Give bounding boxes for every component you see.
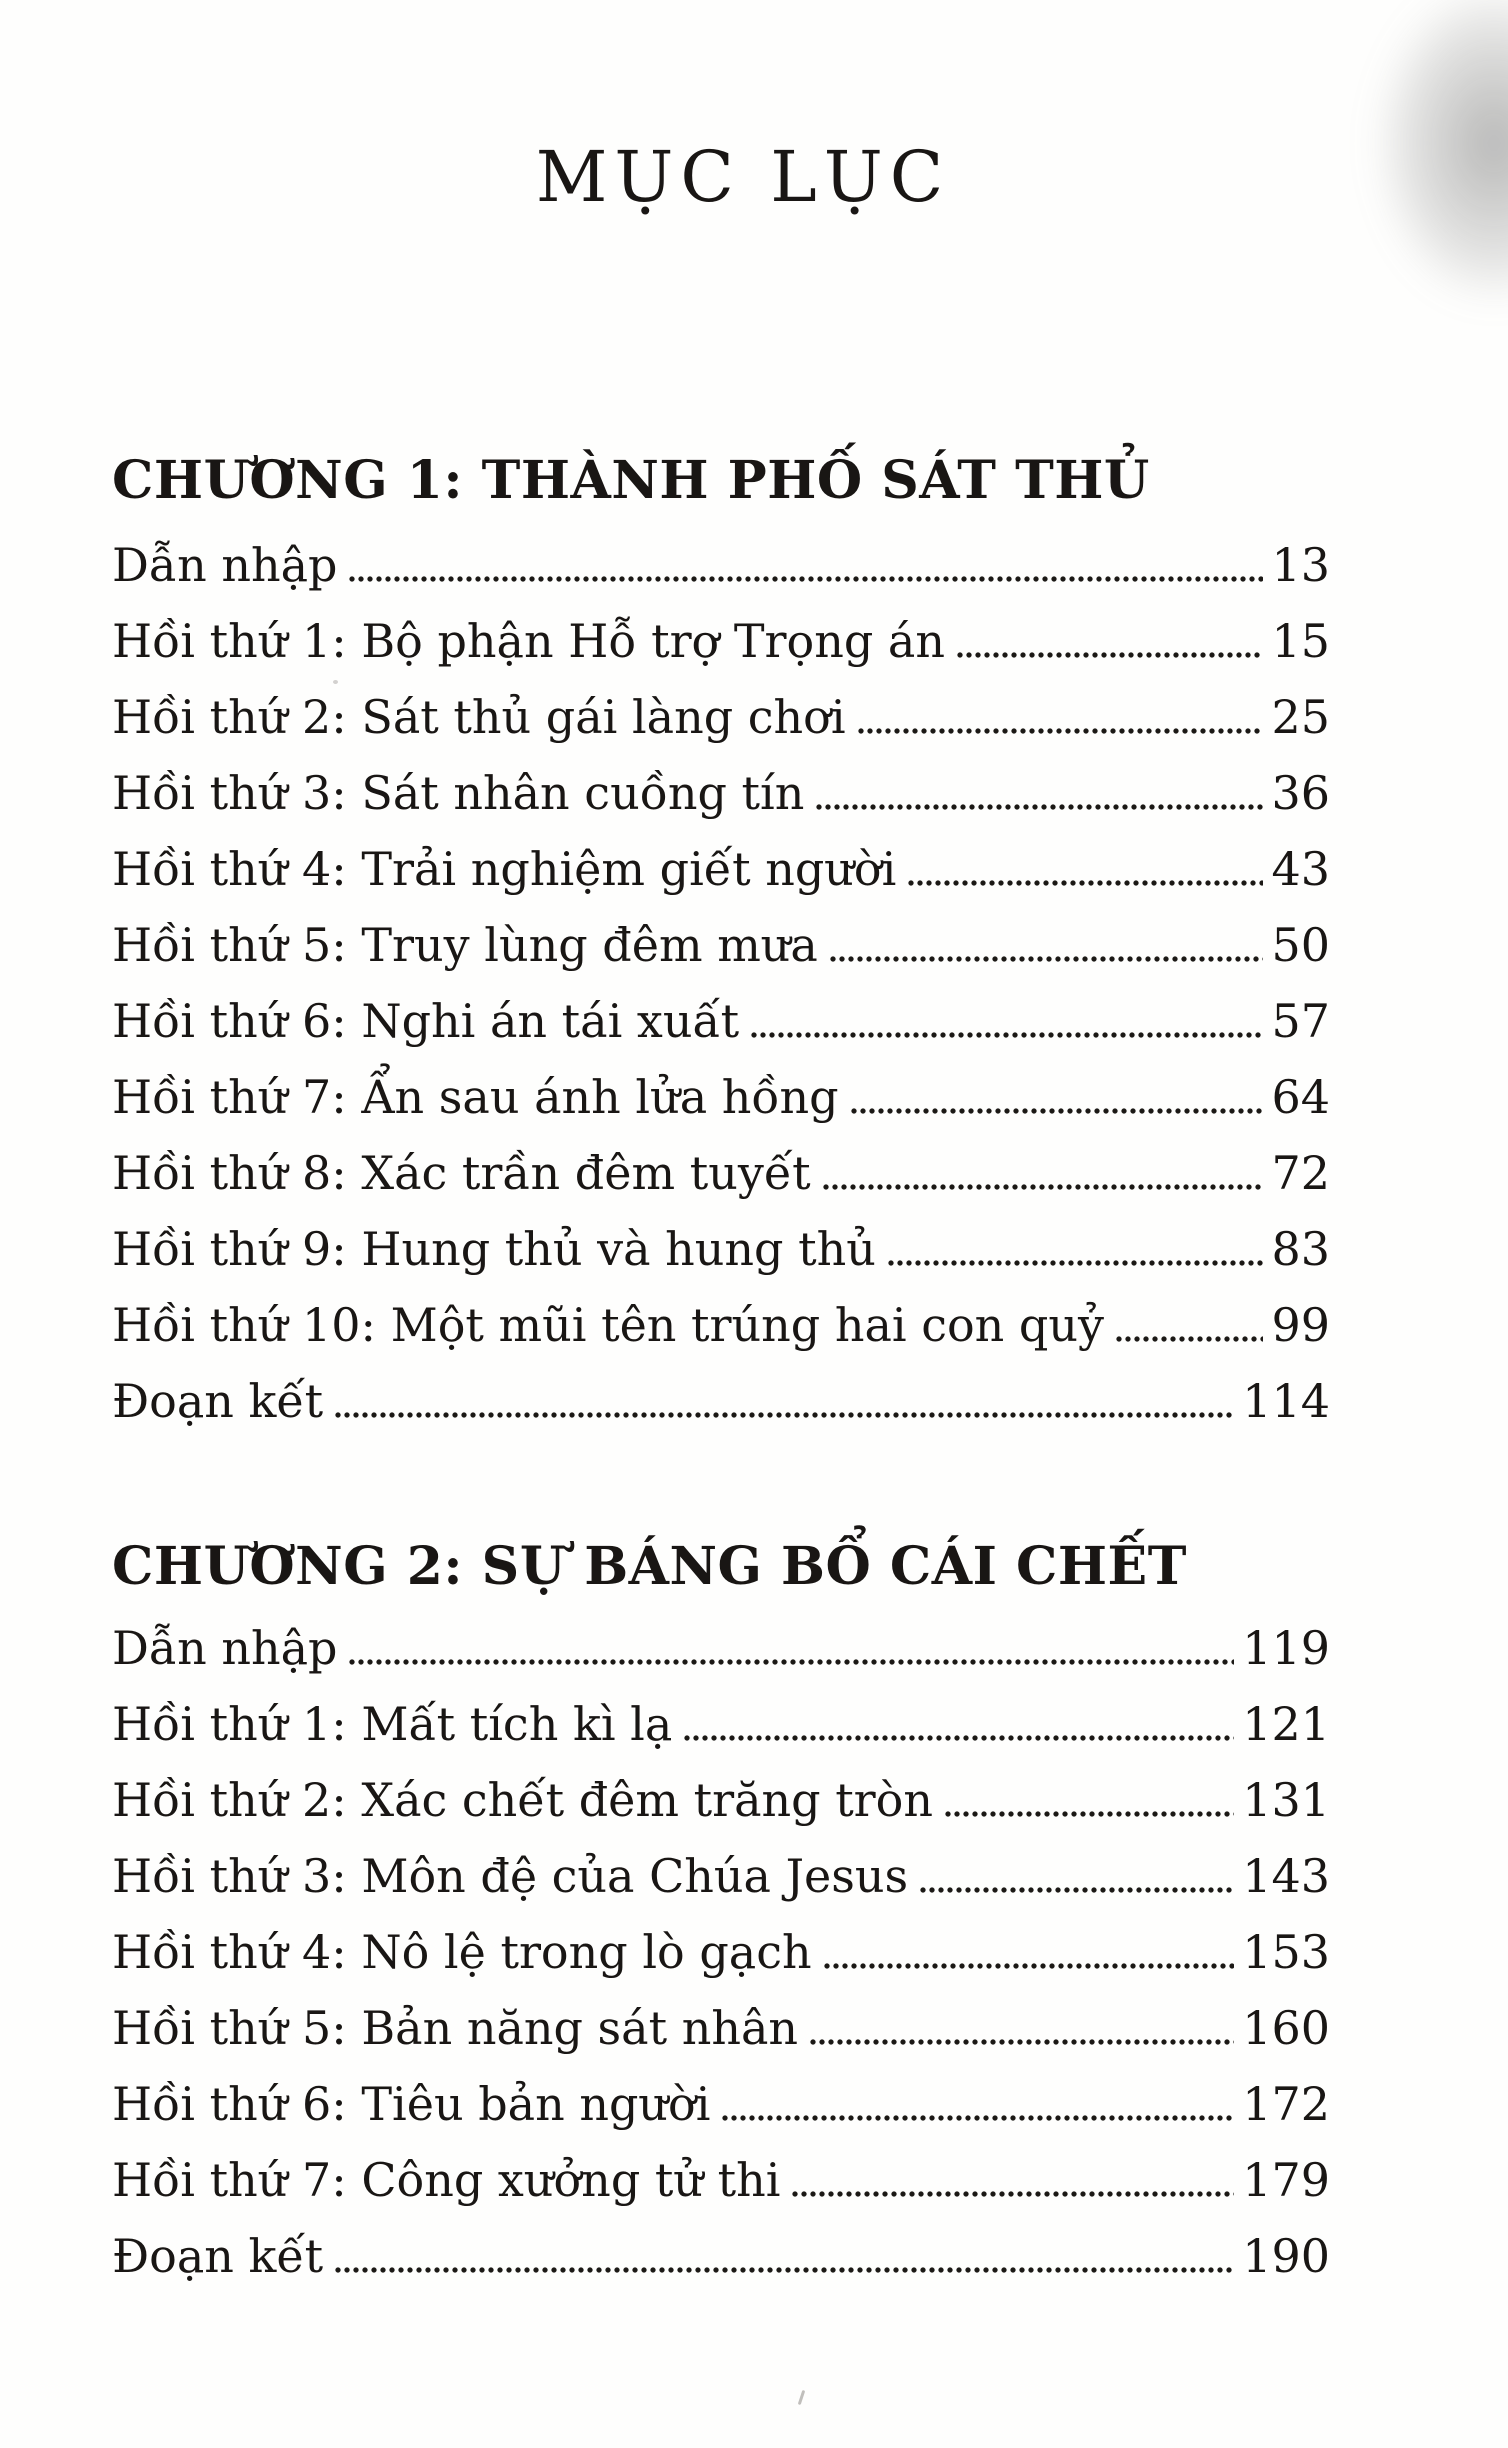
toc-entry-label: Hồi thứ 8: Xác trần đêm tuyết <box>112 1146 811 1201</box>
dotted-leader <box>888 1260 1264 1266</box>
toc-entry-label: Hồi thứ 7: Công xưởng tử thi <box>112 2152 781 2207</box>
toc-entry <box>112 593 1330 669</box>
toc-entry-label: Hồi thứ 9: Hung thủ và hung thủ <box>112 1222 876 1277</box>
toc-entry-label: Hồi thứ 3: Môn đệ của Chúa Jesus <box>112 1848 909 1903</box>
toc-entry-page: 50 <box>1271 918 1330 973</box>
toc-entry-label: Hồi thứ 1: Mất tích kì lạ <box>112 1696 673 1751</box>
dotted-leader <box>858 728 1264 734</box>
toc-entry-page: 43 <box>1271 842 1330 897</box>
toc-entry-page: 121 <box>1242 1696 1330 1751</box>
dotted-leader <box>908 880 1263 886</box>
toc-entry <box>112 2132 1330 2208</box>
toc-entry <box>112 2208 1330 2284</box>
chapter-2-toc-list <box>112 1600 1330 2284</box>
toc-entry-page: 179 <box>1242 2152 1330 2207</box>
toc-entry-label: Hồi thứ 4: Trải nghiệm giết người <box>112 842 897 897</box>
toc-entry-label: Hồi thứ 1: Bộ phận Hỗ trợ Trọng án <box>112 614 945 669</box>
toc-entry <box>112 1600 1330 1676</box>
toc-entry <box>112 1353 1330 1429</box>
dotted-leader <box>792 2191 1234 2197</box>
toc-entry-page: 13 <box>1271 538 1330 593</box>
dotted-leader <box>824 1963 1235 1969</box>
dotted-leader <box>830 956 1264 962</box>
toc-entry-page: 172 <box>1242 2076 1330 2131</box>
dotted-leader <box>1116 1336 1263 1342</box>
toc-entry-page: 99 <box>1271 1298 1330 1353</box>
dotted-leader <box>349 1659 1234 1665</box>
toc-entry-label: Hồi thứ 3: Sát nhân cuồng tín <box>112 766 805 821</box>
toc-entry-page: 131 <box>1242 1772 1330 1827</box>
toc-entry-label: Hồi thứ 2: Xác chết đêm trăng tròn <box>112 1772 933 1827</box>
toc-entry <box>112 1277 1330 1353</box>
dotted-leader <box>684 1735 1234 1741</box>
toc-entry-label: Đoạn kết <box>112 1374 324 1429</box>
toc-entry-page: 57 <box>1271 994 1330 1049</box>
toc-entry-label: Hồi thứ 7: Ẩn sau ánh lửa hồng <box>112 1070 839 1125</box>
scan-speck <box>333 680 338 684</box>
toc-entry-page: 119 <box>1242 1620 1330 1675</box>
toc-entry-page: 190 <box>1242 2228 1330 2283</box>
chapter-1-heading: CHƯƠNG 1: THÀNH PHỐ SÁT THỦ <box>112 450 1150 511</box>
dotted-leader <box>810 2039 1234 2045</box>
dotted-leader <box>335 2267 1234 2273</box>
toc-entry <box>112 1125 1330 1201</box>
toc-entry <box>112 821 1330 897</box>
toc-entry-page: 114 <box>1242 1374 1330 1429</box>
toc-entry-page: 83 <box>1271 1222 1330 1277</box>
toc-entry <box>112 1904 1330 1980</box>
toc-entry-page: 160 <box>1242 2000 1330 2055</box>
toc-entry <box>112 1049 1330 1125</box>
toc-entry <box>112 1828 1330 1904</box>
toc-entry-label: Đoạn kết <box>112 2228 324 2283</box>
toc-entry-label: Hồi thứ 5: Bản năng sát nhân <box>112 2000 799 2055</box>
page-title: MỤC LỤC <box>535 136 951 218</box>
toc-entry-label: Hồi thứ 2: Sát thủ gái làng chơi <box>112 690 846 745</box>
chapter-2-heading: CHƯƠNG 2: SỰ BÁNG BỔ CÁI CHẾT <box>112 1536 1187 1598</box>
toc-entry-label: Hồi thứ 6: Nghi án tái xuất <box>112 994 740 1049</box>
scan-speck <box>798 2390 805 2405</box>
toc-entry <box>112 745 1330 821</box>
toc-entry-label: Hồi thứ 10: Một mũi tên trúng hai con quỷ <box>112 1298 1104 1353</box>
toc-entry <box>112 669 1330 745</box>
toc-entry-page: 143 <box>1242 1848 1330 1903</box>
toc-entry <box>112 2056 1330 2132</box>
toc-entry-label: Dẫn nhập <box>112 1620 338 1675</box>
dotted-leader <box>851 1108 1264 1114</box>
toc-entry-label: Hồi thứ 5: Truy lùng đêm mưa <box>112 918 818 973</box>
dotted-leader <box>823 1184 1264 1190</box>
toc-entry <box>112 517 1330 593</box>
toc-entry-page: 64 <box>1271 1070 1330 1125</box>
toc-entry-page: 72 <box>1271 1146 1330 1201</box>
toc-entry <box>112 1752 1330 1828</box>
dotted-leader <box>722 2115 1234 2121</box>
toc-entry-label: Dẫn nhập <box>112 538 338 593</box>
toc-entry-page: 36 <box>1271 766 1330 821</box>
dotted-leader <box>920 1887 1234 1893</box>
toc-entry-label: Hồi thứ 6: Tiêu bản người <box>112 2076 711 2131</box>
chapter-1-toc-list <box>112 517 1330 1429</box>
toc-entry-page: 153 <box>1242 1924 1330 1979</box>
dotted-leader <box>335 1412 1234 1418</box>
toc-entry-page: 15 <box>1271 614 1330 669</box>
toc-entry <box>112 897 1330 973</box>
toc-entry <box>112 1201 1330 1277</box>
dotted-leader <box>957 652 1263 658</box>
dotted-leader <box>816 804 1263 810</box>
toc-entry-page: 25 <box>1271 690 1330 745</box>
toc-entry-label: Hồi thứ 4: Nô lệ trong lò gạch <box>112 1924 812 1979</box>
toc-entry <box>112 973 1330 1049</box>
dotted-leader <box>751 1032 1263 1038</box>
toc-entry <box>112 1676 1330 1752</box>
dotted-leader <box>349 576 1263 582</box>
toc-entry <box>112 1980 1330 2056</box>
dotted-leader <box>945 1811 1234 1817</box>
